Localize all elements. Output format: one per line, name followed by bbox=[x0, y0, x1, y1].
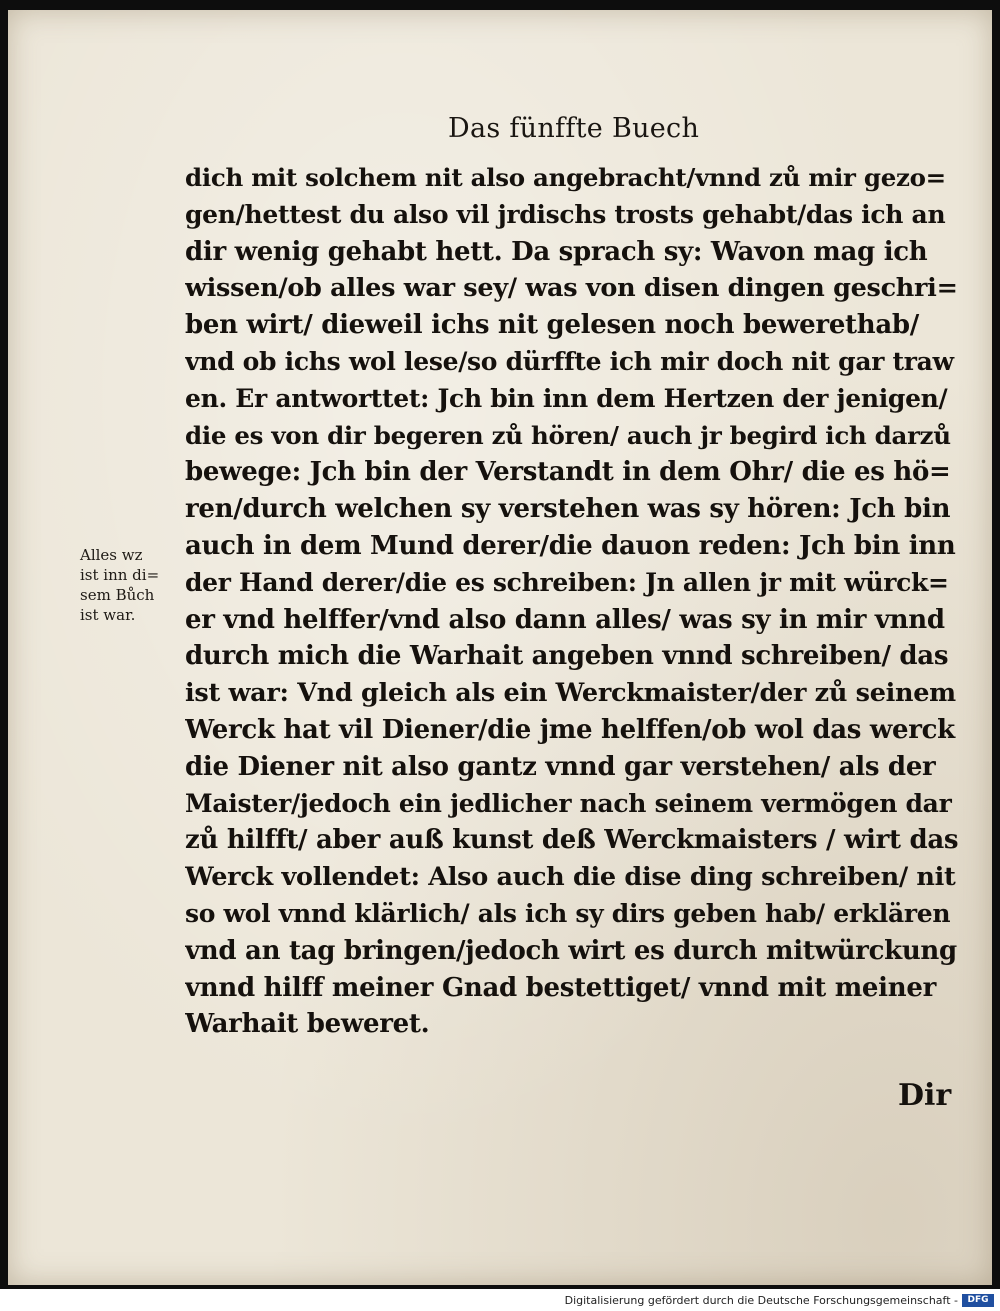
text-line: ren/durch welchen sy verstehen was sy hören: Jch bin bbox=[185, 494, 951, 525]
marginal-note-line: Alles wz bbox=[80, 546, 143, 564]
text-line: gen/hettest du also vil jrdischs trosts gehabt/das ich an bbox=[185, 199, 946, 229]
marginal-note-line: ist inn di= bbox=[80, 566, 160, 584]
text-line: dich mit solchem nit also angebracht/vnnd zů mir gezo= bbox=[185, 163, 946, 192]
text-line: ben wirt/ dieweil ichs nit gelesen noch bewerethab/ bbox=[185, 310, 919, 341]
text-line: Werck vollendet: Also auch die dise ding schreiben/ nit bbox=[185, 862, 956, 893]
text-line: Maister/jedoch ein jedlicher nach seinem vermögen dar bbox=[185, 788, 952, 818]
marginal-note bbox=[80, 545, 180, 625]
marginal-note-line: sem Bůch bbox=[80, 586, 155, 604]
book-page bbox=[8, 10, 992, 1285]
text-line: der Hand derer/die es schreiben: Jn allen jr mit würck= bbox=[185, 567, 949, 597]
text-line: wissen/ob alles war sey/ was von disen dingen geschri= bbox=[185, 273, 958, 304]
catchword: Dir bbox=[898, 1078, 952, 1113]
text-line: bewege: Jch bin der Verstandt in dem Ohr/ die es hö= bbox=[185, 457, 951, 488]
dfg-logo-icon: DFG bbox=[962, 1294, 994, 1307]
text-line: zů hilfft/ aber auß kunst deß Werckmaisters / wirt das bbox=[185, 825, 959, 856]
text-line: Warhait beweret. bbox=[185, 1009, 430, 1040]
text-line: die es von dir begeren zů hören/ auch jr begird ich darzů bbox=[185, 420, 951, 450]
text-line: vnnd hilff meiner Gnad bestettiget/ vnnd mit meiner bbox=[185, 972, 936, 1003]
text-line: die Diener nit also gantz vnnd gar verstehen/ als der bbox=[185, 751, 936, 782]
body-text bbox=[185, 160, 960, 1043]
text-line: Werck hat vil Diener/die jme helffen/ob wol das werck bbox=[185, 714, 955, 745]
text-line: er vnd helffer/vnd also dann alles/ was sy in mir vnnd bbox=[185, 604, 945, 635]
text-line: dir wenig gehabt hett. Da sprach sy: Wavon mag ich bbox=[185, 236, 928, 267]
footer-credit: Digitalisierung gefördert durch die Deutsche Forschungsgemeinschaft - bbox=[564, 1294, 958, 1307]
text-line: so wol vnnd klärlich/ als ich sy dirs geben hab/ erklären bbox=[185, 898, 951, 928]
footer-bar bbox=[0, 1289, 1000, 1311]
running-head: Das fünffte Buech bbox=[448, 113, 700, 144]
text-line: ist war: Vnd gleich als ein Werckmaister/der zů seinem bbox=[185, 678, 956, 709]
text-line: vnd ob ichs wol lese/so dürffte ich mir doch nit gar traw bbox=[185, 346, 954, 376]
text-line: en. Er antworttet: Jch bin inn dem Hertzen der jenigen/ bbox=[185, 383, 948, 413]
text-line: durch mich die Warhait angeben vnnd schreiben/ das bbox=[185, 641, 949, 672]
text-line: auch in dem Mund derer/die dauon reden: Jch bin inn bbox=[185, 530, 956, 561]
text-line: vnd an tag bringen/jedoch wirt es durch mitwürckung bbox=[185, 935, 957, 966]
marginal-note-line: ist war. bbox=[80, 606, 136, 624]
